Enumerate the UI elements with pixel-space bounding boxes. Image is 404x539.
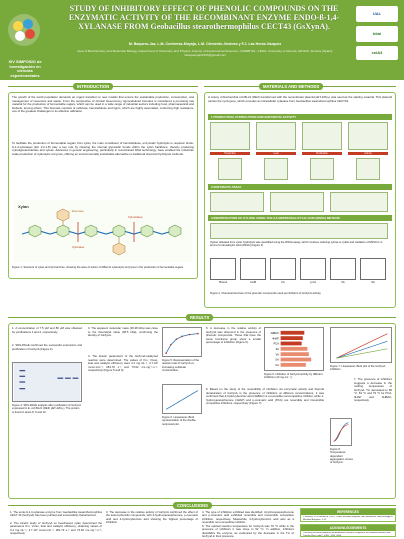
result-3: 3. The apparent molecular mass (39.28 kDa) was close to the theoretical value (38.5 kDa), confirming the identity of GsXynA. — [88, 326, 158, 337]
figure-2-caption: Figure 2. Chemical structure of the phenolic compounds used as inhibitors of GsXynA activity. — [210, 292, 322, 295]
centrifuge-image — [264, 158, 288, 180]
inhibition-bar — [281, 331, 305, 335]
inhibition-bar — [281, 347, 308, 351]
introduction-section-bar — [8, 83, 198, 90]
inhibition-bar — [281, 352, 309, 356]
lysis-step-image — [256, 122, 296, 150]
conclusions-heading: CONCLUSIONS — [173, 502, 212, 509]
introduction-paragraph-1: The growth of the world population demands an urgent transition to new models that ensure the sustainable production, consumption, and management of resources and waste. From the perspective of circular bioeconomy, lignocellulosic biomass is considered a promising raw material for the production of fermentable sugars, which can be used in a wide range of industrial sectors including food, pharmaceutical and biofuels, among others. This biomass consists of cellulose, hemicellulose and lignin, which are highly associated, conferring high resistance, one of the greatest challenges to its effective utilization. — [12, 95, 194, 114]
inhibition-bar — [281, 363, 306, 367]
acknowledgements-heading: ACKNOWLEDGEMENTS — [301, 525, 395, 531]
reference-1: 1 Sánchez, S. & Demain, A. (2017). Useful microbial enzymes—An introduction. Biotechnology of Microbial Enzymes, 1–11. — [303, 516, 393, 521]
acknowledgements-text: This work has been funded by the Andalusian Research Program of the National Research and Transfer Plan, code P_ESPL_2024_0000. — [303, 532, 391, 537]
xylan-structure-figure — [14, 200, 192, 262]
conclusion-4: 4. The type of inhibition exhibited was identified: 4-hydroxyacetophenone and p-coumaric acid exhibited reversible and irreversible competitive inhibition, respectively. Meanwhile, 4-hydroxybenzoic acid acts as a reversible non-competitive inhibitor. — [202, 510, 294, 525]
conclusion-5: 5. The optimal reaction temperature for GsXynA was 70 °C while in the presence of inhibitors it was close to 52 °C. In addition, inhibitors destabilize the enzyme, as evidenced by the decrease in the Tm of GsXynA in their presence. — [202, 524, 294, 539]
figure-4-caption: Figure 4. SDS-PAGE analysis after purification of GsXynA expressed in E. coli BL21 (DE3) pET-22b(+). The protein is found in lanes 8, 9 and 10. — [12, 404, 81, 414]
spectrophotometer-image — [356, 158, 380, 180]
methods-box-1-title: 1 PRODUCTION, PURIFICATION AND ENZYMATIC ACTIVITY — [208, 114, 392, 120]
compound-phenol — [210, 258, 236, 280]
compound-label-4: p-CA — [309, 281, 317, 284]
figure-6-caption: Figure 6. Lineweaver–Burk representation of the double-reciprocal plot. — [162, 416, 197, 426]
culture-flask-image — [218, 158, 242, 180]
figure-9-caption: Figure 8. Temperature-dependent aggregation curves of GsXynA. — [330, 448, 353, 465]
references-heading: REFERENCES — [301, 509, 395, 515]
purification-step-label: Purification — [302, 152, 342, 155]
affiliation: Area of Biochemistry and Molecular Biology, Department of Chemistry and Physics, Faculty of Experimental Sciences. CIAMBITAL, CEIA3. University of Almería, E04120, Almería (Spain); mbaquerojaz1815@gmail.com — [77, 49, 333, 57]
introduction-heading: INTRODUCTION — [73, 83, 113, 90]
conclusion-1: 1. The endo-ß-1,4-xylanase enzyme from Geobacillus stearothermophilus CECT 43 (GsXynA) has been purified and successfully characterized. — [10, 510, 102, 518]
inhibition-bar-chart — [264, 327, 324, 371]
compound-label-6: SA — [371, 281, 375, 284]
methods-heading: MATERIALS AND METHODS — [259, 83, 323, 90]
author-list: M. Baquero-Jaz, L.M. Contreras-Moyaja, L.M. Clemente-Jiménez y F.J. Las Heras-Vázquez — [128, 42, 282, 46]
aggregation-curve-plot — [330, 418, 352, 446]
activity-step-label: Activity — [348, 152, 388, 155]
poster-header — [0, 0, 404, 80]
bital-logo: bital — [356, 26, 398, 42]
result-1: 1. A concentration of 7.5 µM and 80 µM was obtained for purifications 1 and 2, respectively. — [12, 326, 82, 334]
lysis-step-label: Lysis — [256, 152, 296, 155]
bar-label: FA — [275, 348, 279, 352]
production-step-label: Production — [210, 152, 250, 155]
incubation-image — [270, 192, 324, 212]
compound-pca — [300, 258, 326, 280]
figure-5-caption: Figure 5. Representation of the reaction rate of GsXynA vs. increasing substrate concentration. — [162, 359, 200, 372]
bar-label: PCA — [273, 342, 279, 346]
inhibition-lb-plot — [330, 327, 392, 363]
lineweaver-burk-plot — [162, 384, 202, 414]
purification-step-image — [302, 122, 342, 150]
methods-box-3-title: 3 IDENTIFICATION OF XYLOSE USING THE 3,5-DINITROSALICYLIC ACID (DNSA) METHOD — [208, 215, 392, 221]
symposium-logo — [4, 10, 44, 56]
result-6: 6. Based on the study of the reversibility of inhibition via enzymatic activity and thermal denaturation of GsXynA in the presence of inhibitors at different concentrations, it was confirmed that 4-hydroxybenzoic acid (4HBAC) is a reversible noncompetitive inhibitor, while 4-hydroxyacetophenone (4HAP) and p-coumaric acid (PCA) are reversible and irreversible competitive inhibitors, respectively (Figure 7). — [206, 387, 324, 405]
figure-1-caption: Figure 1. Structure of xylan and its branches, showing the sites of action of different xylanolytic enzymes in the production of fermentable sugars. — [12, 266, 184, 269]
poster-title: STUDY OF INHIBITORY EFFECT OF PHENOLIC COMPOUNDS ON THE ENZYMATIC ACTIVITY OF THE RECOMBINANT ENZYME ENDO-ß-1,4-XYLANASE FROM Geobacillus stearothermophilus CECT43 (GsXynA). — [68, 4, 340, 31]
inhibition-bar — [281, 336, 303, 340]
compound-sa — [360, 258, 386, 280]
bar-label: 4HBAC — [270, 332, 279, 336]
symposium-label: XIV SIMPOSIO de investigación en ciencias experimentales — [8, 59, 42, 78]
conclusion-2: 2. The kinetic study of GsXynA on beechwood xylan determined the parameters Km, Vmax, kcat and catalytic efficiency, obtaining values of 3.4 mg·mL⁻¹, 4.7·10³ mmol·min⁻¹, 281.79 s⁻¹ and 73.62 mL·mg⁻¹·s⁻¹, respectively. — [10, 521, 102, 536]
sds-page-gel — [12, 362, 82, 402]
references-box — [300, 508, 396, 522]
compound-label-3: FA — [281, 281, 285, 284]
result-2: 2. SDS-PAGE confirmed the successful expression and purification of GsXynA (Figure 4). — [12, 343, 82, 351]
xylanase-label: Xylanase — [72, 245, 85, 249]
production-step-image — [210, 122, 250, 150]
methods-section-bar — [204, 83, 396, 90]
methods-intro: A colony of Escherichia coli BL21 (DE3) transformed with the recombinant plasmid pET-22b(+) was used as the starting material. This plasmid carries the xynA gene, which encodes an intracellular xylanase from Geobacillus stearothermophilus CECT43. — [208, 95, 392, 103]
result-7: 7. The presence of inhibitors suggests a decrease in the melting temperature of GsXynA. Tm decreased to 80 °C, 81 °C and 79 °C for PCA, 4HAP and 4HBAC, respectively. — [354, 377, 392, 402]
plate-reader-image — [330, 192, 388, 212]
result-5: 5. A decrease in the relative activity of GsXynA was observed in the presence of phenolic compounds. Those that have the same functional group show a similar percentage of inhibition (Figure 6). — [206, 326, 261, 344]
compound-4hb — [240, 258, 266, 280]
compound-fa — [270, 258, 296, 280]
dnsa-note: Xylose released from xylan hydrolysis was quantified using the DNSA assay, which involves reducing xylose to xylitol and oxidation of DNSA to 3-amino-5-nitrosalicylic acid (ANSA) (Figure 3). — [210, 241, 383, 248]
ual-logo: UAL — [356, 6, 398, 22]
results-section-bar — [8, 314, 396, 321]
figure-8-caption: Figure 7. Lineweaver–Burk plot of the GsXynA inhibition. — [330, 365, 386, 372]
compound-label-1: Phenol — [218, 281, 228, 284]
assay-tubes-image — [210, 192, 264, 212]
results-heading: RESULTS — [186, 314, 213, 321]
compound-label-2: 4-HB — [249, 281, 257, 284]
xylosidase-label: Xylosidase — [128, 215, 143, 219]
bar-label: CA — [275, 364, 279, 368]
conclusion-3: 3. The decrease in the relative activity of GsXynA confirmed the effect of the tested phenolic compounds, with 4-hydroxyacetophenone, p-coumaric acid and 4-hydroxybenzoic acid showing the highest percentage of inhibition. — [106, 510, 198, 525]
esterase-label: Esterase — [72, 209, 84, 213]
bar-label: SA — [275, 358, 279, 362]
dnsa-reaction-image — [210, 223, 388, 239]
reaction-rate-plot — [162, 327, 202, 357]
bar-label: VA — [275, 353, 279, 357]
introduction-paragraph-2: To facilitate the production of fermentable sugars from xylan, the main constituent of hemicellulose, enzymatic hydrolysis is required. Endo-ß-1,4-xylanases (EC 3.2.1.8) play a key role by cleaving the internal glycosidic bonds within the xylan backbone, thereby producing xylooligosaccharides and xylose. Advances in genetic engineering, particularly in recombinant DNA technology, have enabled the industrial-scale production of xylanolytic enzymes, offering an environmentally sustainable alternative to traditional chemical hydrolysis methods. — [12, 141, 194, 156]
inhibition-bar — [281, 342, 302, 346]
methods-box-2-title: 2 ENZYMATIC ASSAY — [208, 184, 392, 190]
ceia3-logo: ceiA3 — [356, 46, 398, 60]
acknowledgements-box — [300, 524, 396, 537]
bar-label: 4HAP — [272, 337, 279, 341]
activity-step-image — [348, 122, 388, 150]
result-4: 4. The kinetic parameters of the GsXynA-catalyzed reaction were determined. The values of Km, Vmax, kcat and catalytic efficiency were 3.4 mg·mL⁻¹, 4.7·10³ mmol·min⁻¹, 281.79 s⁻¹ and 73.62 mL·mg⁻¹·s⁻¹, respectively (Figure 5 and 6). — [88, 354, 158, 372]
xylan-label: Xylan — [18, 204, 29, 209]
figure-7-caption: Figure 6. Inhibition of GsXynA activity by different inhibitors (10 mg·mL⁻¹). — [264, 373, 323, 380]
compound-label-5: VA — [341, 281, 345, 284]
inhibition-bar — [281, 358, 312, 362]
compound-va — [330, 258, 356, 280]
column-image — [310, 158, 334, 180]
